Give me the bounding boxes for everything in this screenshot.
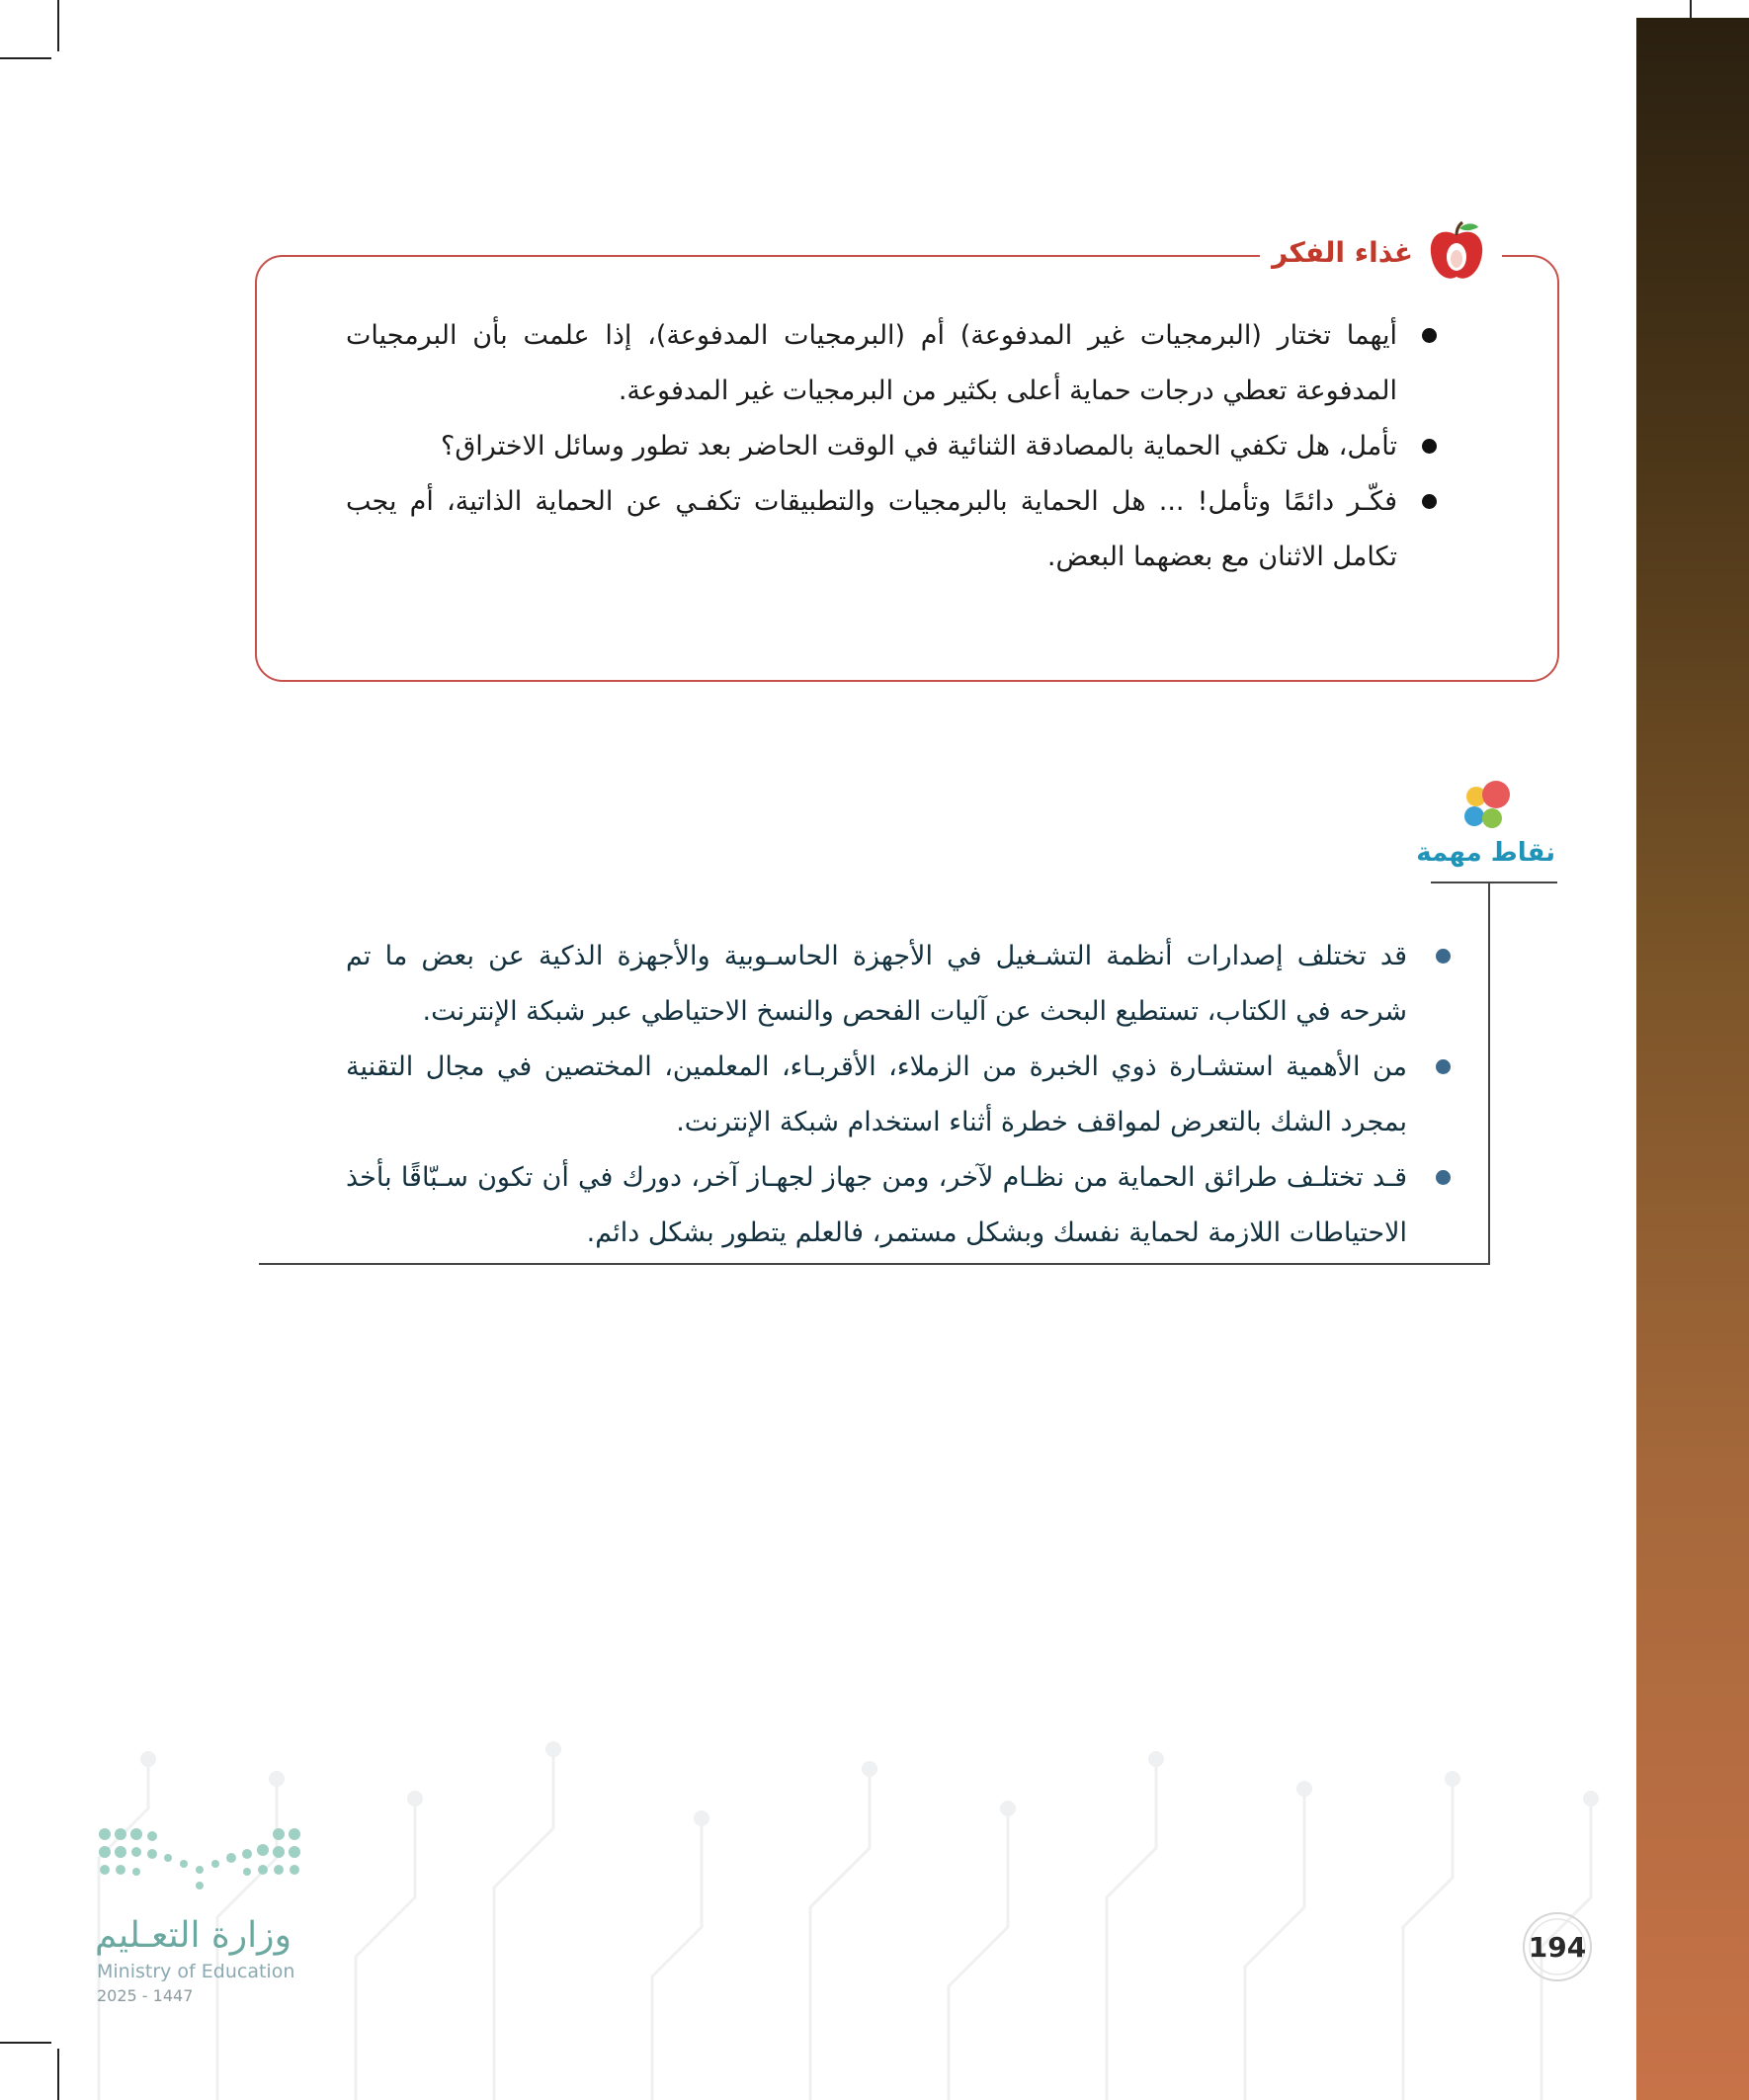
list-item — [346, 474, 1403, 585]
list-item-text: تأمل، هل تكفي الحماية بالمصادقة الثنائية في الوقت الحاضر بعد تطور وسائل الاختراق؟ — [441, 431, 1397, 462]
crop-mark — [57, 0, 59, 51]
page-number: 194 — [1528, 1930, 1587, 1964]
ministry-name-english: Ministry of Education — [97, 1961, 295, 1982]
important-points-title: نقاط مهمة — [1416, 838, 1555, 868]
list-item-text: قـد تختلـف طرائق الحماية من نظـام لآخر، ومن جهاز لجهـاز آخر، دورك في أن تكون سـبّاقًا بأخذ الاحتياطات اللازمة لحماية نفسك وبشكل مستمر، فالعلم يتطور بشكل دائم. — [346, 1162, 1407, 1248]
list-item-text: من الأهمية استشـارة ذوي الخبرة من الزملاء، الأقربـاء، المعلمين، المختصين في مجال التقنية بمجرد الشك بالتعرض لمواقف خطرة أثناء استخدام شبكة الإنترنت. — [346, 1051, 1407, 1137]
bullet-icon — [1422, 328, 1437, 343]
bullet-icon — [1422, 494, 1437, 509]
list-item-text: فكّـر دائمًا وتأمل! ... هل الحماية بالبرمجيات والتطبيقات تكفـي عن الحماية الذاتية، أم يجب تكامل الاثنان مع بعضهما البعض. — [346, 486, 1397, 572]
bullet-icon — [1436, 1170, 1451, 1185]
list-item-text: قد تختلف إصدارات أنظمة التشـغيل في الأجهزة الحاسـوبية والأجهزة الذكية عن بعض ما تم شرحه في الكتاب، تستطيع البحث عن آليات الفحص والنسخ الاحتياطي عبر شبكة الإنترنت. — [346, 941, 1407, 1027]
divider — [1431, 882, 1557, 883]
list-item — [346, 419, 1403, 474]
circuit-background-pattern — [59, 1739, 1630, 2100]
food-for-thought-list — [346, 308, 1403, 585]
bullet-icon — [1422, 439, 1437, 454]
list-item — [346, 308, 1403, 419]
list-item-text: أيهما تختار (البرمجيات غير المدفوعة) أم (البرمجيات المدفوعة)، إذا علمت بأن البرمجيات المدفوعة تعطي درجات حماية أعلى بكثير من البرمجيات غير المدفوعة. — [346, 320, 1397, 406]
petals-icon — [1455, 777, 1514, 836]
list-item — [346, 1150, 1413, 1261]
apple-icon — [1427, 219, 1486, 285]
ministry-year: 2025 - 1447 — [97, 1986, 194, 2005]
divider — [1488, 882, 1490, 1265]
food-for-thought-header — [1260, 217, 1502, 287]
ministry-name-arabic: وزارة التعـليم — [95, 1915, 292, 1956]
important-points-list — [346, 929, 1413, 1261]
crop-mark — [0, 57, 51, 59]
divider — [259, 1263, 1490, 1265]
ministry-logo-icon — [95, 1824, 312, 1895]
bullet-icon — [1436, 1059, 1451, 1074]
bullet-icon — [1436, 949, 1451, 964]
food-for-thought-title: غذاء الفكر — [1272, 235, 1413, 269]
list-item — [346, 929, 1413, 1040]
list-item — [346, 1040, 1413, 1150]
crop-mark — [0, 2042, 51, 2044]
side-color-band — [1636, 18, 1749, 2100]
